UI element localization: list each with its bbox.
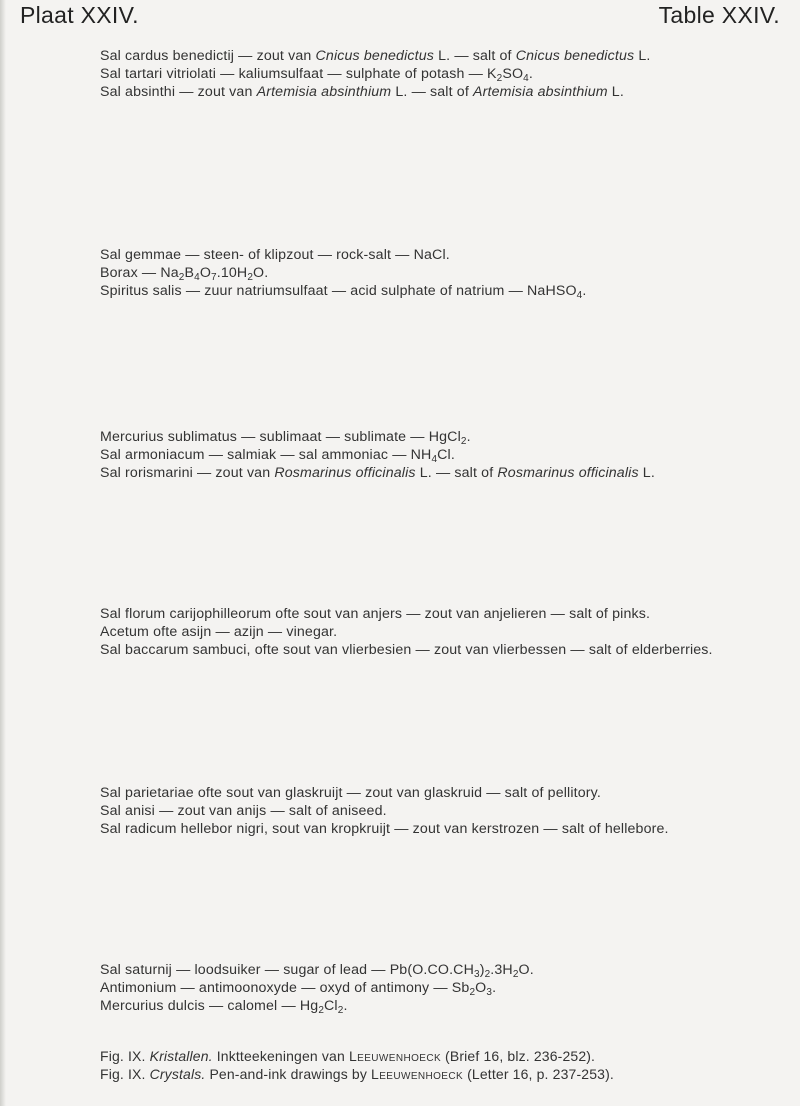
plate-label-dutch: Plaat XXIV. — [20, 2, 139, 28]
entry-sal-rorismarini: Sal rorismarini — zout van Rosmarinus officinalis L. — salt of Rosmarinus officinalis L. — [100, 465, 655, 481]
entry-sal-baccarum: Sal baccarum sambuci, ofte sout van vlierbesien — zout van vlierbessen — salt of elderberries. — [100, 642, 713, 658]
salt-group-2 — [100, 246, 790, 300]
salt-group-5 — [100, 784, 790, 838]
entry-sal-gemmae: Sal gemmae — steen- of klipzout — rock-salt — NaCl. — [100, 247, 450, 263]
entry-mercurius-sublimatus: Mercurius sublimatus — sublimaat — sublimate — HgCl$_2$. — [100, 429, 471, 447]
entry-sal-parietariae: Sal parietariae ofte sout van glaskruijt — zout van glaskruid — salt of pellitory. — [100, 785, 601, 801]
entry-sal-absinthi: Sal absinthi — zout van Artemisia absinthium L. — salt of Artemisia absinthium L. — [100, 84, 624, 100]
salt-group-3 — [100, 428, 790, 482]
salt-group-1 — [100, 47, 790, 101]
entry-sal-tartari: Sal tartari vitriolati — kaliumsulfaat — sulphate of potash — $K_2SO_4$. — [100, 66, 533, 84]
entry-acetum: Acetum ofte asijn — azijn — vinegar. — [100, 624, 338, 640]
entry-sal-saturnij: Sal saturnij — loodsuiker — sugar of lead — $Pb(O.CO.CH_3)_2.3H_2O$. — [100, 962, 534, 980]
caption-dutch: Fig. IX. Kristallen. Inktteekeningen van Leeuwenhoeck (Brief 16, blz. 236-252). — [100, 1048, 596, 1064]
caption-english: Fig. IX. Crystals. Pen-and-ink drawings by Leeuwenhoeck (Letter 16, p. 237-253). — [100, 1066, 614, 1082]
salt-group-6 — [100, 961, 790, 1015]
entry-antimonium: Antimonium — antimoonoxyde — oxyd of antimony — $Sb_2O_3$. — [100, 980, 497, 998]
entry-borax: Borax — $Na_2B_4O_7.10H_2O$. — [100, 265, 269, 283]
entry-spiritus-salis: Spiritus salis — zuur natriumsulfaat — acid sulphate of natrium — NaHSO$_4$. — [100, 283, 587, 301]
entry-sal-florum: Sal florum carijophilleorum ofte sout van anjers — zout van anjelieren — salt of pinks. — [100, 606, 651, 622]
figure-caption — [100, 1047, 790, 1083]
entry-sal-armoniacum: Sal armoniacum — salmiak — sal ammoniac — $NH_4Cl$. — [100, 447, 455, 465]
entry-sal-anisi: Sal anisi — zout van anijs — salt of aniseed. — [100, 803, 387, 819]
entry-sal-cardus: Sal cardus benedictij — zout van Cnicus benedictus L. — salt of Cnicus benedictus L. — [100, 48, 651, 64]
entry-mercurius-dulcis: Mercurius dulcis — calomel — $Hg_2Cl_2$. — [100, 998, 348, 1016]
salt-group-4 — [100, 605, 790, 659]
entry-sal-radicum: Sal radicum hellebor nigri, sout van kropkruijt — zout van kerstrozen — salt of hellebore. — [100, 821, 669, 837]
page-edge — [0, 0, 6, 1106]
plate-label-english: Table XXIV. — [658, 2, 780, 28]
